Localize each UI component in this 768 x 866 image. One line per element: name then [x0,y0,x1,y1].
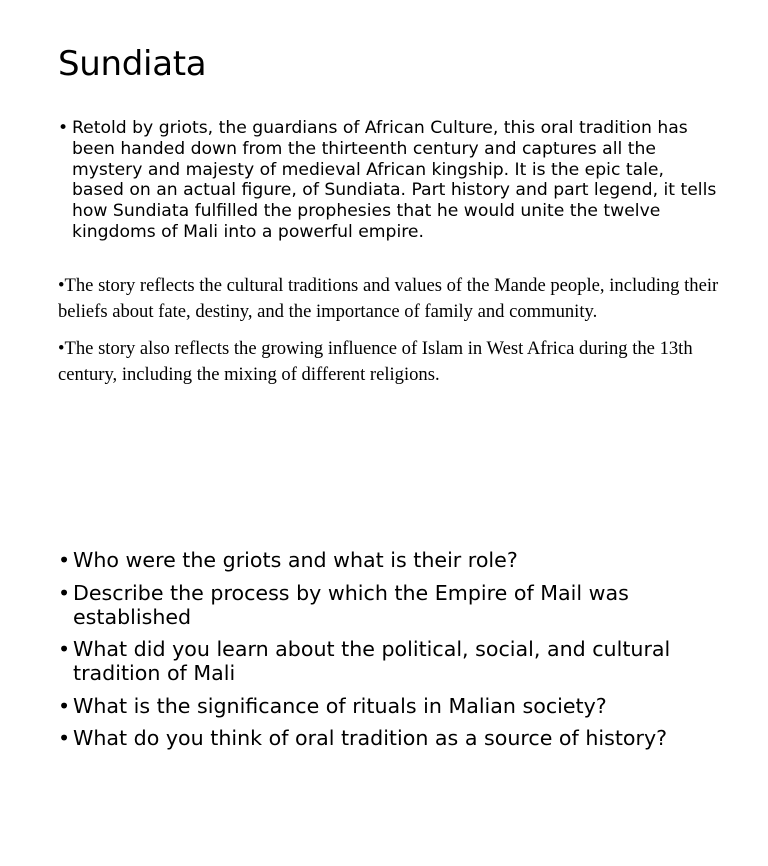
question-item [58,637,718,685]
question-text: What is the significance of rituals in Malian society? [73,693,607,718]
bullet-icon: • [58,118,69,138]
discussion-questions-list [58,548,718,759]
question-item [58,581,718,629]
question-text: What did you learn about the political, social, and cultural tradition of Mali [73,637,671,685]
bullet-icon: • [58,548,71,572]
question-item [58,694,718,718]
paragraph-mande-traditions: •The story reflects the cultural traditions and values of the Mande people, including their beliefs about fate, destiny, and the importance of family and community. [58,275,719,322]
intro-list [58,118,718,243]
paragraph-islam-influence: •The story also reflects the growing influence of Islam in West Africa during the 13th century, including the mixing of different religions. [58,338,693,385]
bullet-icon: • [58,580,71,605]
question-item [58,726,718,750]
bullet-icon: • [58,693,71,718]
intro-item-text: Retold by griots, the guardians of African Culture, this oral tradition has been handed down from the thirteenth century and captures all the mystery and majesty of medieval African kingship. It is the epic tale, based on an actual figure, of Sundiata. Part history and part legend, it tells how Sundiata fulfilled the prophesies that he would unite the twelve kingdoms of Mali into a powerful empire. [72,118,717,242]
bullet-icon: • [58,726,71,750]
question-text: What do you think of oral tradition as a source of history? [73,726,668,750]
question-item [58,548,718,572]
slide-title: Sundiata [58,44,207,84]
question-text: Describe the process by which the Empire of Mail was established [73,580,629,629]
bullet-icon: • [58,637,71,661]
intro-item [58,118,718,243]
question-text: Who were the griots and what is their role? [73,548,518,572]
